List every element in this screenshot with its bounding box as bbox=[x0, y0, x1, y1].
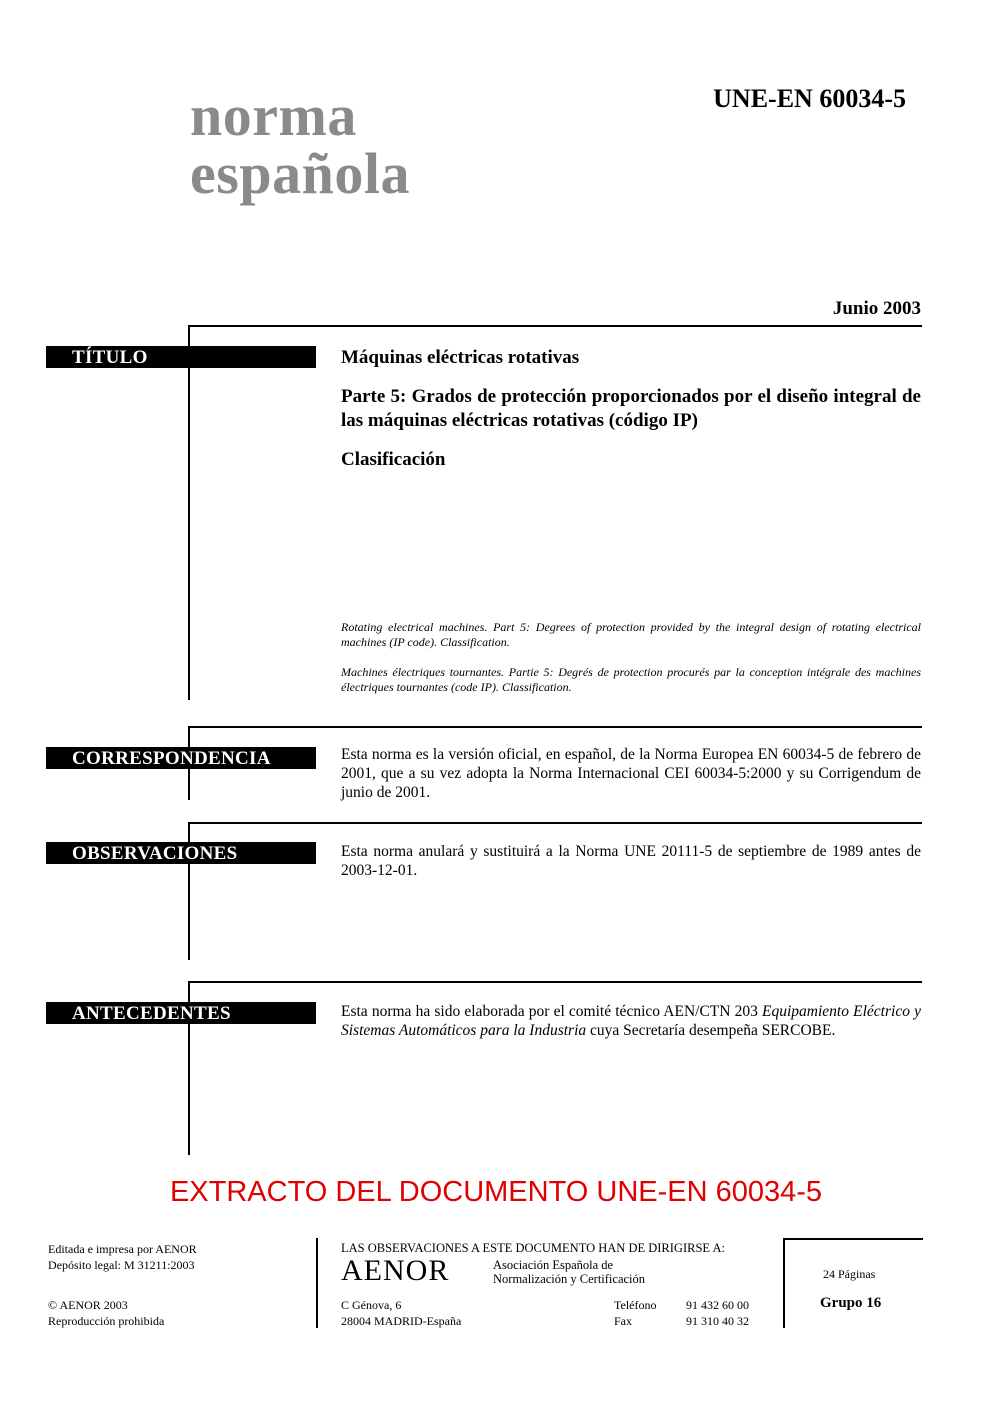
observaciones-text: Esta norma anulará y sustituirá a la Norma UNE 20111-5 de septiembre de 1989 antes de 2003-12-01. bbox=[341, 843, 921, 879]
section-divider bbox=[188, 981, 922, 983]
extract-watermark: EXTRACTO DEL DOCUMENTO UNE-EN 60034-5 bbox=[169, 1176, 823, 1208]
title-part: Parte 5: Grados de protección proporcionados por el diseño integral de las máquinas eléctricas rotativas (código IP) bbox=[341, 386, 921, 431]
footer-box-left bbox=[783, 1238, 785, 1328]
footer-address-line-2: 28004 MADRID-España bbox=[341, 1314, 462, 1328]
footer-rights bbox=[48, 1297, 164, 1329]
antecedentes-text-end: cuya Secretaría desempeña SERCOBE. bbox=[586, 1022, 836, 1039]
footer-box-top bbox=[783, 1238, 923, 1240]
antecedentes-text bbox=[341, 1002, 921, 1040]
aenor-org-name-line-2: Normalización y Certificación bbox=[493, 1272, 646, 1286]
footer-divider bbox=[316, 1238, 318, 1328]
section-vertical-rule bbox=[188, 325, 190, 700]
label-antecedentes: ANTECEDENTES bbox=[46, 1002, 316, 1024]
standard-number: UNE-EN 60034-5 bbox=[713, 84, 906, 113]
footer-observations-header: LAS OBSERVACIONES A ESTE DOCUMENTO HAN DE DIRIGIRSE A: bbox=[341, 1241, 725, 1255]
label-correspondencia: CORRESPONDENCIA bbox=[46, 747, 316, 769]
footer-address-line-1: C Génova, 6 bbox=[341, 1298, 402, 1312]
footer-deposit: Depósito legal: M 31211:2003 bbox=[48, 1258, 195, 1272]
aenor-org-name bbox=[493, 1258, 645, 1286]
section-divider bbox=[188, 325, 922, 327]
section-divider bbox=[188, 822, 922, 824]
antecedentes-committee-name: Equipamiento Eléctrico y Sistemas Automáticos para la Industria bbox=[341, 1003, 921, 1039]
footer-contact-values bbox=[686, 1297, 749, 1329]
footer-fax: 91 310 40 32 bbox=[686, 1314, 749, 1328]
publication-date: Junio 2003 bbox=[832, 298, 921, 319]
footer-fax-label: Fax bbox=[614, 1314, 632, 1328]
title-classification: Clasificación bbox=[341, 449, 446, 470]
brand-line-2: española bbox=[190, 141, 410, 206]
label-observaciones: OBSERVACIONES bbox=[46, 842, 316, 864]
aenor-org-name-line-1: Asociación Española de bbox=[493, 1258, 614, 1272]
brand-line-1: norma bbox=[190, 83, 357, 148]
footer-publisher bbox=[48, 1241, 197, 1273]
footer-address bbox=[341, 1297, 461, 1329]
footer-copyright: © AENOR 2003 bbox=[48, 1298, 128, 1312]
section-divider bbox=[188, 726, 922, 728]
title-english: Rotating electrical machines. Part 5: Degrees of protection provided by the integral design of rotating electrical machines (IP code). Classification. bbox=[341, 620, 921, 649]
title-main: Máquinas eléctricas rotativas bbox=[341, 347, 580, 368]
titulo-content bbox=[341, 346, 921, 472]
title-french: Machines électriques tournantes. Partie 5: Degrés de protection procurés par la conception intégrale des machines électriques tournantes (code IP). Classification. bbox=[341, 665, 921, 694]
correspondencia-text: Esta norma es la versión oficial, en español, de la Norma Europea EN 60034-5 de febrero de 2001, que a su vez adopta la Norma Internacional CEI 60034-5:2000 y su Corrigendum de junio de 2001. bbox=[341, 746, 921, 801]
footer-pages: 24 Páginas bbox=[823, 1267, 876, 1281]
footer-phone: 91 432 60 00 bbox=[686, 1298, 749, 1312]
antecedentes-text-start: Esta norma ha sido elaborada por el comité técnico AEN/CTN 203 bbox=[341, 1003, 763, 1020]
footer-group: Grupo 16 bbox=[820, 1295, 882, 1311]
footer-contact-labels bbox=[614, 1297, 656, 1329]
label-titulo: TÍTULO bbox=[46, 346, 316, 368]
footer-reproduction: Reproducción prohibida bbox=[48, 1314, 165, 1328]
footer-phone-label: Teléfono bbox=[614, 1298, 657, 1312]
aenor-logo: AENOR bbox=[341, 1254, 450, 1287]
footer-edited: Editada e impresa por AENOR bbox=[48, 1242, 197, 1256]
